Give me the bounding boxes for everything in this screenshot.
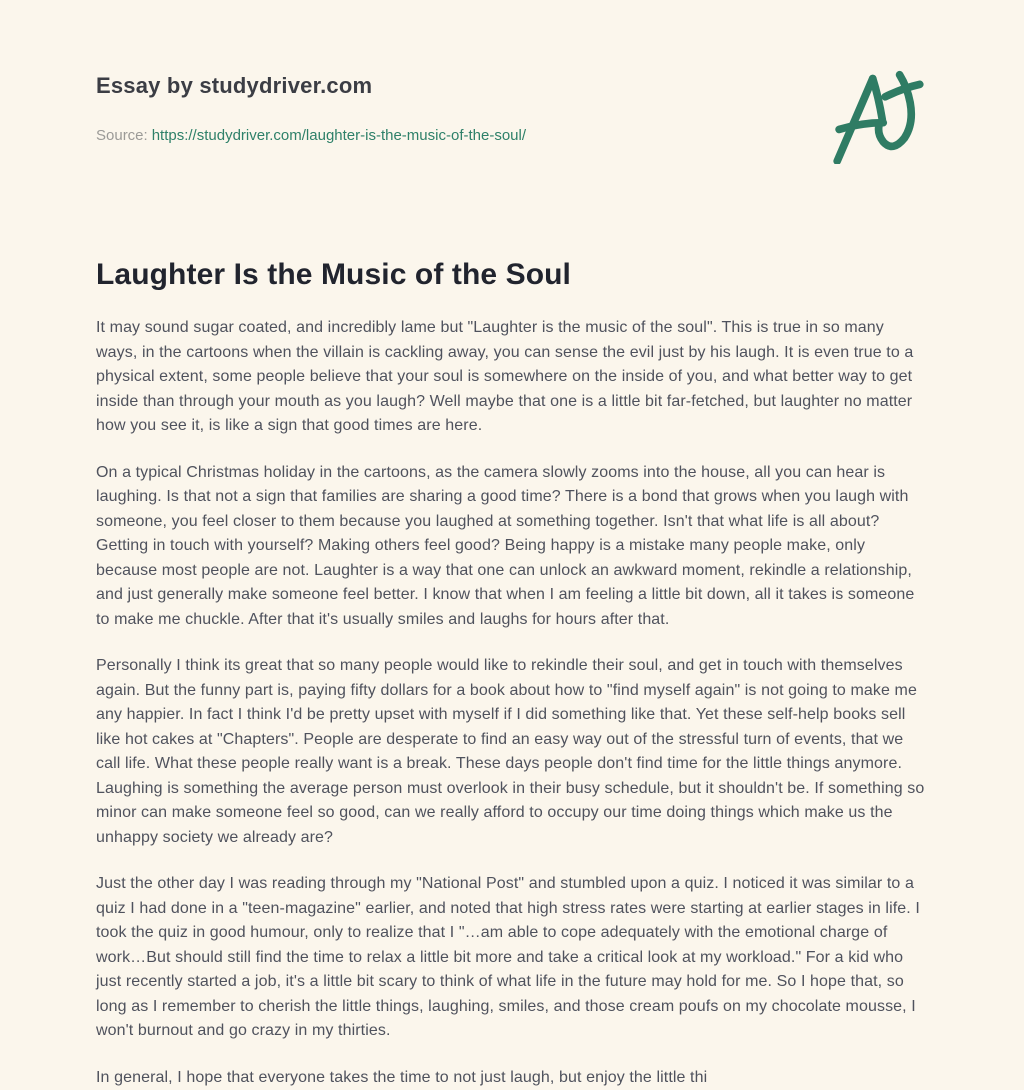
studydriver-a-plus-logo-icon xyxy=(826,68,930,164)
essay-body xyxy=(96,316,928,1090)
essay-title: Laughter Is the Music of the Soul xyxy=(96,258,928,293)
source-label: Source: xyxy=(96,127,148,144)
source-link[interactable]: https://studydriver.com/laughter-is-the-music-of-the-soul/ xyxy=(152,127,526,144)
essay-paragraph-3: Personally I think its great that so many people would like to rekindle their soul, and get in touch with themselves again. But the funny part is, paying fifty dollars for a book about how to "find myself again" is not going to make me any happier. In fact I think I'd be pretty upset with myself if I did something like that. Yet these self-help books sell like hot cakes at "Chapters". People are desperate to find an easy way out of the stressful turn of events, that we call life. What these people really want is a break. These days people don't find time for the little things anymore. Laughing is something the average person must overlook in their busy schedule, but it shouldn't be. If something so minor can make someone feel so good, can we really afford to occupy our time doing things which make us the unhappy society we already are? xyxy=(96,654,928,850)
byline: Essay by studydriver.com xyxy=(96,72,928,100)
essay-paragraph-1: It may sound sugar coated, and incredibly lame but "Laughter is the music of the soul". This is true in so many ways, in the cartoons when the villain is cackling away, you can sense the evil just by his laugh. It is even true to a physical extent, some people believe that your soul is somewhere on the inside of you, and what better way to get inside than through your mouth as you laugh? Well maybe that one is a little bit far-fetched, but laughter no matter how you see it, is like a sign that good times are here. xyxy=(96,316,928,439)
essay-paragraph-4: Just the other day I was reading through my "National Post" and stumbled upon a quiz. I noticed it was similar to a quiz I had done in a "teen-magazine" earlier, and noted that high stress rates were starting at earlier stages in life. I took the quiz in good humour, only to realize that I "…am able to cope adequately with the emotional charge of work…But should still find the time to relax a little bit more and take a critical look at my workload." For a kid who just recently started a job, it's a little bit scary to think of what life in the future may hold for me. So I hope that, so long as I remember to cherish the little things, laughing, smiles, and those cream poufs on my chocolate mousse, I won't burnout and go crazy in my thirties. xyxy=(96,872,928,1044)
essay-paragraph-2: On a typical Christmas holiday in the cartoons, as the camera slowly zooms into the house, all you can hear is laughing. Is that not a sign that families are sharing a good time? There is a bond that grows when you laugh with someone, you feel closer to them because you laughed at something together. Isn't that what life is all about? Getting in touch with yourself? Making others feel good? Being happy is a mistake many people make, only because most people are not. Laughter is a way that one can unlock an awkward moment, rekindle a relationship, and just generally make someone feel better. I know that when I am feeling a little bit down, all it takes is someone to make me chuckle. After that it's usually smiles and laughs for hours after that. xyxy=(96,461,928,633)
essay-paragraph-5: In general, I hope that everyone takes the time to not just laugh, but enjoy the little thi xyxy=(96,1066,928,1090)
source-row xyxy=(96,127,928,145)
